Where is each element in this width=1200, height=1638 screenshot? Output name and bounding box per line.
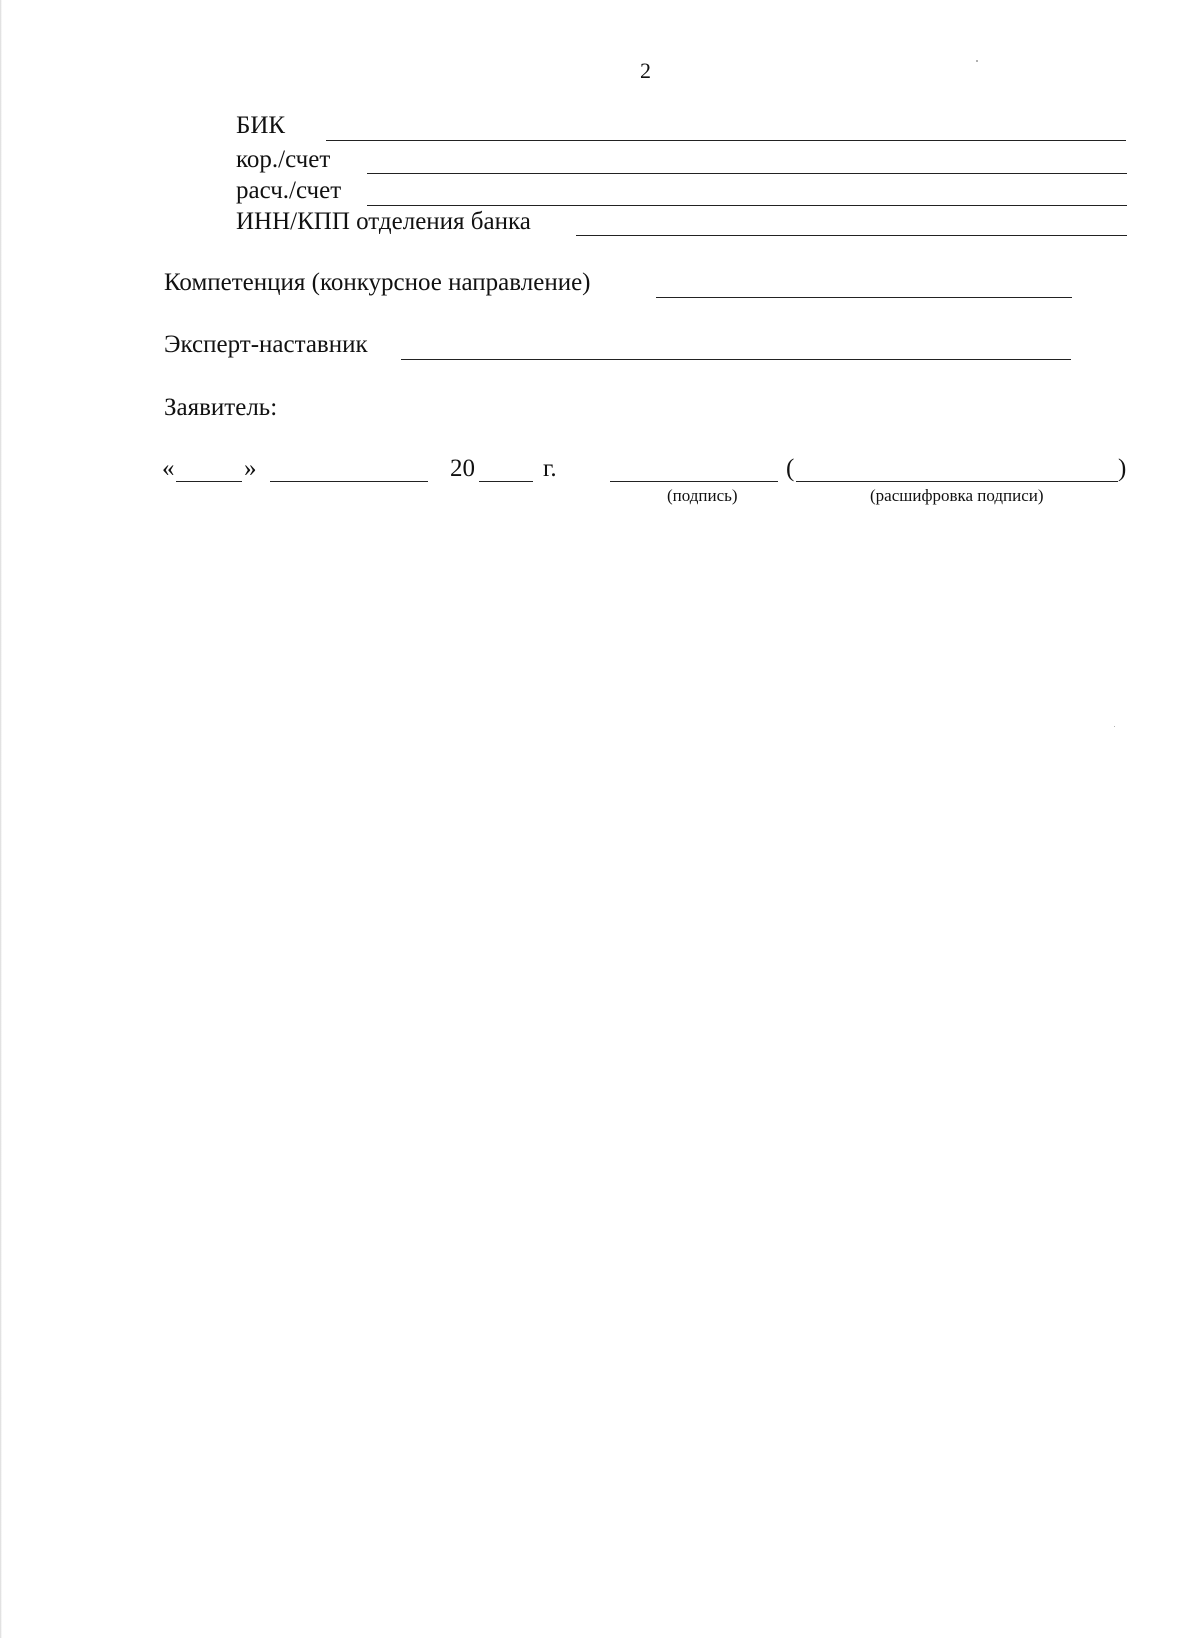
signature-close-paren: ) [1118,455,1127,482]
date-month-field[interactable] [270,481,428,482]
page-number: 2 [640,58,651,83]
bik-field-line[interactable] [326,140,1126,141]
competence-label: Компетенция (конкурсное направление) [164,269,591,296]
rasch-schet-label: расч./счет [236,177,342,204]
signature-field[interactable] [610,481,778,482]
decoding-caption: (расшифровка подписи) [870,486,1044,505]
scan-speck [1114,726,1115,727]
signature-caption: (подпись) [667,486,738,505]
scan-edge [0,0,2,1638]
date-year-suffix: г. [543,455,557,482]
competence-field-line[interactable] [656,297,1072,298]
expert-label: Эксперт-наставник [164,331,368,358]
date-year-prefix: 20 [450,455,475,482]
date-year-field[interactable] [479,481,533,482]
date-open-quote: « [162,455,175,482]
rasch-schet-field-line[interactable] [367,205,1127,206]
inn-kpp-label: ИНН/КПП отделения банка [236,208,531,235]
kor-schet-label: кор./счет [236,146,331,173]
bik-label: БИК [236,112,286,139]
date-close-quote: » [244,455,257,482]
date-day-field[interactable] [176,481,242,482]
inn-kpp-field-line[interactable] [576,235,1127,236]
expert-field-line[interactable] [401,359,1071,360]
applicant-label: Заявитель: [164,394,278,421]
signature-decoding-field[interactable] [796,481,1118,482]
signature-open-paren: ( [786,455,795,482]
kor-schet-field-line[interactable] [367,173,1127,174]
scan-speck [976,60,978,62]
